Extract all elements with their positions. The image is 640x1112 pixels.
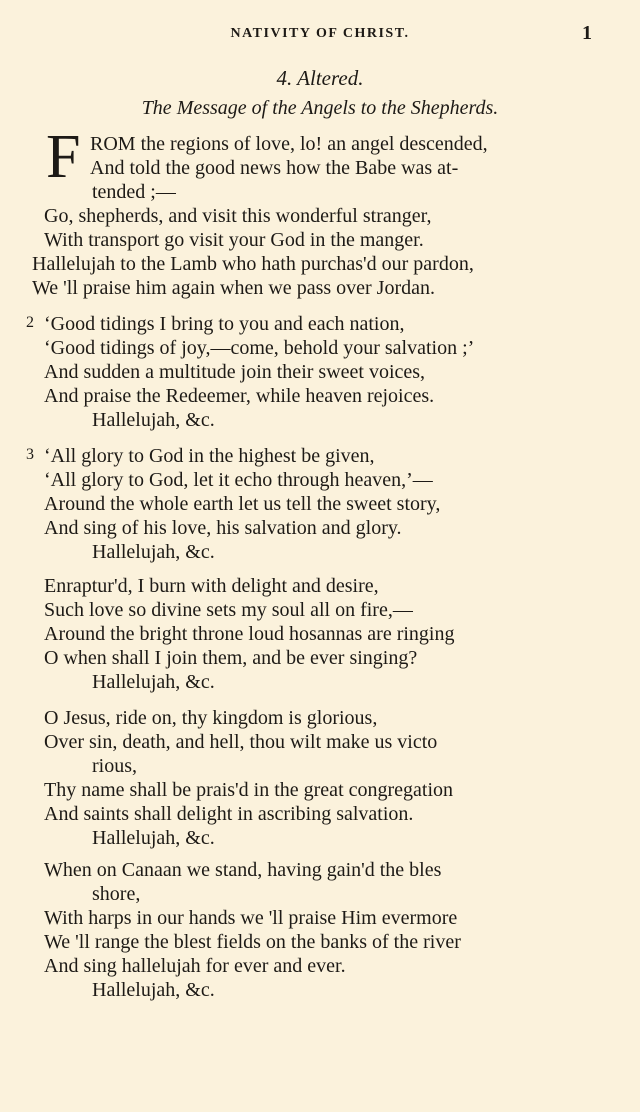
stanza-3-refrain: Hallelujah, &c. [92,541,215,563]
stanza-4-line-3: Around the bright throne loud hosannas are ringing [44,623,455,645]
stanza-2-number: 2 [26,314,34,331]
stanza-1-line-6: Hallelujah to the Lamb who hath purchas'd our pardon, [32,253,474,275]
stanza-6-refrain: Hallelujah, &c. [92,979,215,1001]
stanza-5-line-3: rious, [92,755,137,777]
stanza-5-line-1: O Jesus, ride on, thy kingdom is glorious, [44,707,378,729]
stanza-4-line-1: Enraptur'd, I burn with delight and desire, [44,575,379,597]
hymn-subtitle: The Message of the Angels to the Shepherds. [141,97,499,119]
stanza-3-line-4: And sing of his love, his salvation and glory. [44,517,402,539]
stanza-3-line-1: ‘All glory to God in the highest be given, [44,445,375,467]
stanza-5-refrain: Hallelujah, &c. [92,827,215,849]
stanza-6-line-4: We 'll range the blest fields on the banks of the river [44,931,461,953]
drop-cap: F [46,123,81,191]
stanza-4-refrain: Hallelujah, &c. [92,671,215,693]
stanza-5-line-4: Thy name shall be prais'd in the great congregation [44,779,454,801]
stanza-1-line-5: With transport go visit your God in the manger. [44,229,424,251]
stanza-6 [44,858,604,1002]
stanza-2-line-2: ‘Good tidings of joy,—come, behold your salvation ;’ [44,337,475,359]
stanza-3 [26,444,604,564]
stanza-2-line-3: And sudden a multitude join their sweet voices, [44,361,426,383]
stanza-1 [32,123,604,300]
stanza-5-line-5: And saints shall delight in ascribing salvation. [44,803,414,825]
stanza-6-line-2: shore, [92,883,141,905]
stanza-4-line-2: Such love so divine sets my soul all on fire,— [44,599,413,621]
stanza-1-line-1: ROM the regions of love, lo! an angel descended, [90,133,488,155]
stanza-6-line-1: When on Canaan we stand, having gain'd the bles [44,859,442,881]
stanza-3-line-2: ‘All glory to God, let it echo through heaven,’— [44,469,433,491]
stanza-6-line-3: With harps in our hands we 'll praise Him evermore [44,907,458,929]
stanza-5 [44,706,604,850]
hymn-number: 4. Altered. [276,66,364,90]
stanza-2 [26,312,604,432]
page-number: 1 [582,22,592,44]
stanza-2-refrain: Hallelujah, &c. [92,409,215,431]
stanza-3-number: 3 [26,446,34,463]
stanza-4 [44,574,604,694]
stanza-2-line-4: And praise the Redeemer, while heaven rejoices. [44,385,435,407]
stanza-1-line-3: tended ;— [92,181,176,203]
stanza-1-line-4: Go, shepherds, and visit this wonderful stranger, [44,205,432,227]
stanza-6-line-5: And sing hallelujah for ever and ever. [44,955,346,977]
stanza-2-line-1: ‘Good tidings I bring to you and each nation, [44,313,405,335]
stanza-5-line-2: Over sin, death, and hell, thou wilt make us victo [44,731,438,753]
running-head: NATIVITY OF CHRIST. [230,26,410,41]
stanza-3-line-3: Around the whole earth let us tell the sweet story, [44,493,441,515]
stanza-1-line-2: And told the good news how the Babe was at- [90,157,459,179]
stanza-1-line-7: We 'll praise him again when we pass over Jordan. [32,277,435,299]
stanza-4-line-4: O when shall I join them, and be ever singing? [44,647,418,669]
